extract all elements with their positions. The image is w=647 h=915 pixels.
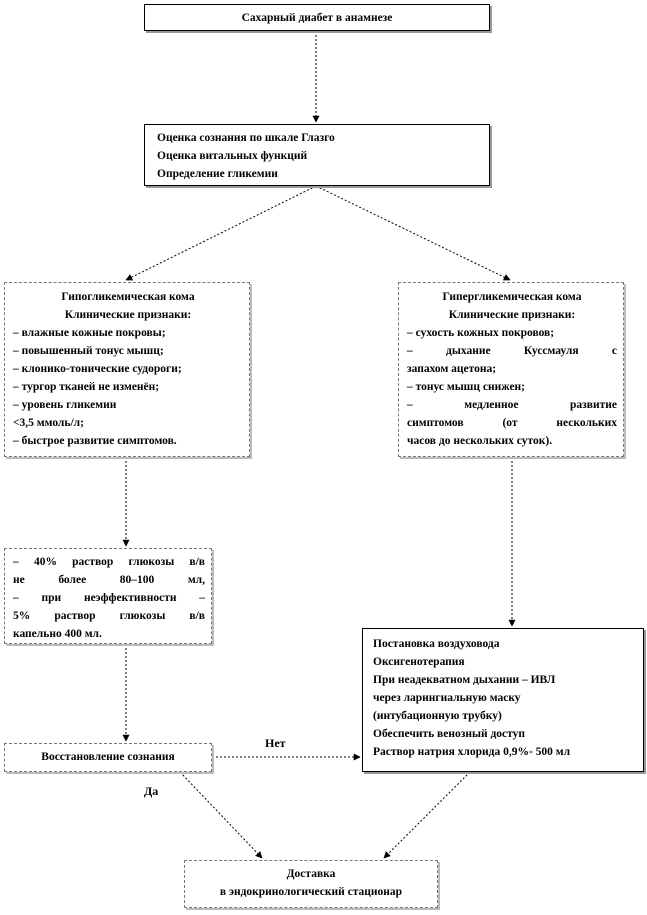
airway-line: Постановка воздуховода [373,638,500,650]
hypoglycemic-sign: – повышенный тонус мышц; [13,345,164,357]
airway-line: Раствор натрия хлорида 0,9%- 500 мл [373,746,571,758]
hyperglycemic-sign: симптомов (от нескольких [407,417,617,429]
hypoglycemic-title: Гипогликемическая кома [61,291,195,303]
arrow-assessment-to-hyper [316,186,510,280]
hyperglycemic-sign: – тонус мышц снижен; [407,381,525,393]
hyperglycemic-sign: – дыхание Куссмауля с [407,345,617,357]
arrow-recovery-to-delivery [180,772,262,858]
glucose-line: 5% раствор глюкозы в/в [13,610,205,622]
assessment-line: Оценка витальных функций [157,150,308,162]
delivery-line: Доставка [286,868,336,880]
hypoglycemic-subtitle: Клинические признаки: [64,309,192,321]
edge-label-yes: Да [144,784,159,798]
glucose-line: – 40% раствор глюкозы в/в [13,556,205,568]
hyperglycemic-title: Гипергликемическая кома [442,291,582,303]
glucose-treatment-box [4,548,212,644]
hyperglycemic-sign: запахом ацетона; [407,363,497,375]
assessment-line: Определение гликемии [157,168,278,180]
arrow-assessment-to-hypo [126,186,316,280]
airway-line: Оксигенотерапия [373,656,465,668]
airway-management-box [362,628,644,772]
hyperglycemic-sign: – сухость кожных покровов; [407,327,555,339]
hyperglycemic-coma-box [398,282,624,457]
hypoglycemic-sign: – быстрое развитие симптомов. [13,435,177,447]
consciousness-recovery-label: Восстановление сознания [41,751,175,763]
hypoglycemic-sign: – уровень гликемии [13,399,117,411]
airway-line: через ларингиальную маску [373,692,521,704]
diabetes-history-box [144,4,490,31]
hypoglycemic-sign: – влажные кожные покровы; [13,327,166,339]
diabetes-history-label: Сахарный диабет в анамнезе [241,12,393,24]
arrow-airway-to-delivery [384,772,470,858]
hyperglycemic-sign: – медленное развитие [407,399,617,411]
delivery-line: в эндокринологический стационар [219,886,403,898]
consciousness-recovery-box [4,743,212,772]
hyperglycemic-subtitle: Клинические признаки: [448,309,576,321]
hypoglycemic-coma-box [4,282,250,457]
glucose-line: не более 80–100 мл, [13,574,205,586]
hypoglycemic-sign: <3,5 ммоль/л; [13,417,84,429]
delivery-box [184,860,438,908]
airway-line: При неадекватном дыхании – ИВЛ [373,674,556,686]
glucose-line: капельно 400 мл. [13,628,102,640]
edge-label-no: Нет [265,736,286,750]
airway-line: (интубационную трубку) [373,710,502,722]
hyperglycemic-sign: часов до нескольких суток). [407,435,553,447]
glucose-line: – при неэффективности – [13,592,205,604]
assessment-line: Оценка сознания по шкале Глазго [157,132,335,144]
hypoglycemic-sign: – тургор тканей не изменён; [13,381,160,393]
hypoglycemic-sign: – клонико-тонические судороги; [13,363,182,375]
assessment-box [144,124,490,186]
airway-line: Обеспечить венозный доступ [373,728,526,740]
